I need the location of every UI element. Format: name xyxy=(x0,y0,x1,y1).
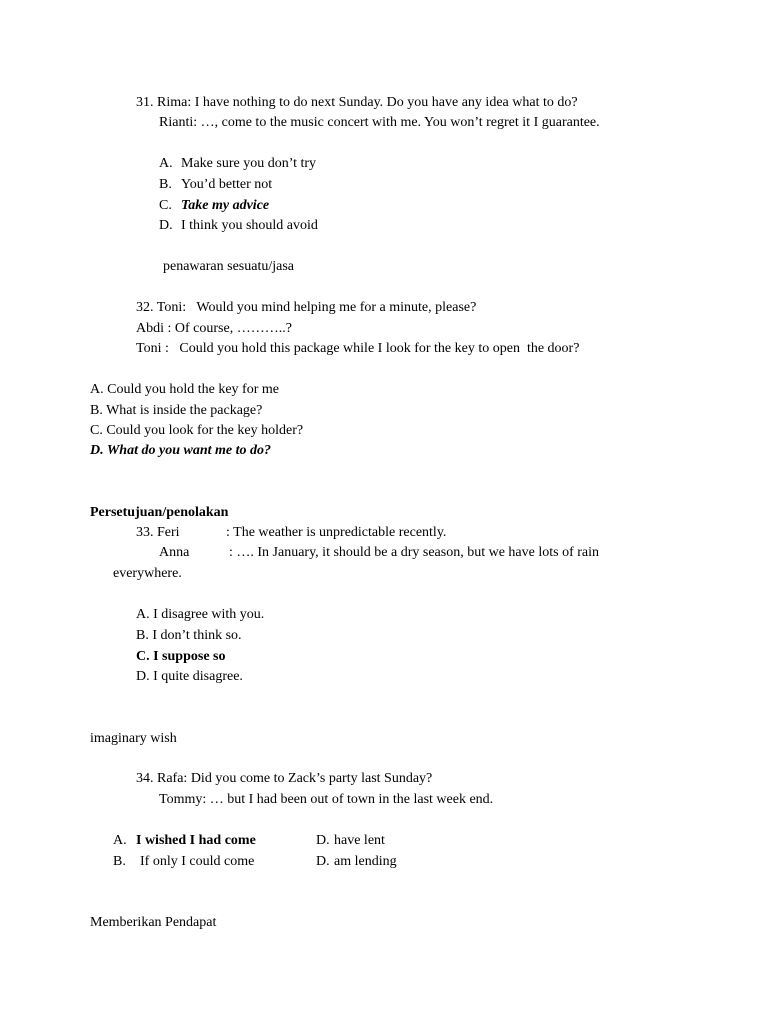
q34-option-d1-letter: D. xyxy=(316,833,330,848)
q32-line2: Abdi : Of course, ………..? xyxy=(136,321,292,336)
q31-option-c-answer: Take my advice xyxy=(181,198,270,213)
q32-line1: 32. Toni: Would you mind helping me for a minute, please? xyxy=(136,300,477,315)
q34-option-b: If only I could come xyxy=(140,854,255,869)
q31-question: 31. Rima: I have nothing to do next Sunday. Do you have any idea what to do? xyxy=(136,95,578,110)
q33-speaker1-label: 33. Feri xyxy=(136,525,180,540)
q31-option-b-letter: B. xyxy=(159,177,172,192)
q34-option-d2-letter: D. xyxy=(316,854,330,869)
q34-option-b-letter: B. xyxy=(113,854,126,869)
q32-option-d-answer: D. What do you want me to do? xyxy=(90,443,271,458)
q34-response: Tommy: … but I had been out of town in the last week end. xyxy=(159,792,494,807)
section-heading-opinion: Memberikan Pendapat xyxy=(90,915,217,930)
q31-option-a-letter: A. xyxy=(159,156,173,171)
q34-question: 34. Rafa: Did you come to Zack’s party last Sunday? xyxy=(136,771,433,786)
section-heading-agreement: Persetujuan/penolakan xyxy=(90,505,229,520)
q34-option-d1: have lent xyxy=(334,833,385,848)
q33-speaker2-label: Anna xyxy=(159,545,190,560)
q33-option-c-answer: C. I suppose so xyxy=(136,649,226,664)
q31-option-b: You’d better not xyxy=(181,177,273,192)
q34-option-a-letter: A. xyxy=(113,833,127,848)
q32-option-b: B. What is inside the package? xyxy=(90,403,263,418)
q33-speaker2-continuation: everywhere. xyxy=(113,566,182,581)
q33-option-a: A. I disagree with you. xyxy=(136,607,265,622)
q32-option-c: C. Could you look for the key holder? xyxy=(90,423,304,438)
q33-speaker2-text: : …. In January, it should be a dry season, but we have lots of rain xyxy=(229,545,600,560)
q32-line3: Toni : Could you hold this package while I look for the key to open the door? xyxy=(136,341,580,356)
q34-option-a-answer: I wished I had come xyxy=(136,833,256,848)
q33-speaker1-text: : The weather is unpredictable recently. xyxy=(226,525,447,540)
q32-option-a: A. Could you hold the key for me xyxy=(90,382,279,397)
q33-option-b: B. I don’t think so. xyxy=(136,628,242,643)
q31-response: Rianti: …, come to the music concert with me. You won’t regret it I guarantee. xyxy=(159,115,600,130)
q31-option-a: Make sure you don’t try xyxy=(181,156,317,171)
q31-option-c-letter: C. xyxy=(159,198,172,213)
q31-note: penawaran sesuatu/jasa xyxy=(163,259,294,274)
section-heading-imaginary-wish: imaginary wish xyxy=(90,731,177,746)
q31-option-d: I think you should avoid xyxy=(181,218,318,233)
q31-option-d-letter: D. xyxy=(159,218,173,233)
q34-option-d2: am lending xyxy=(334,854,397,869)
q33-option-d: D. I quite disagree. xyxy=(136,669,243,684)
